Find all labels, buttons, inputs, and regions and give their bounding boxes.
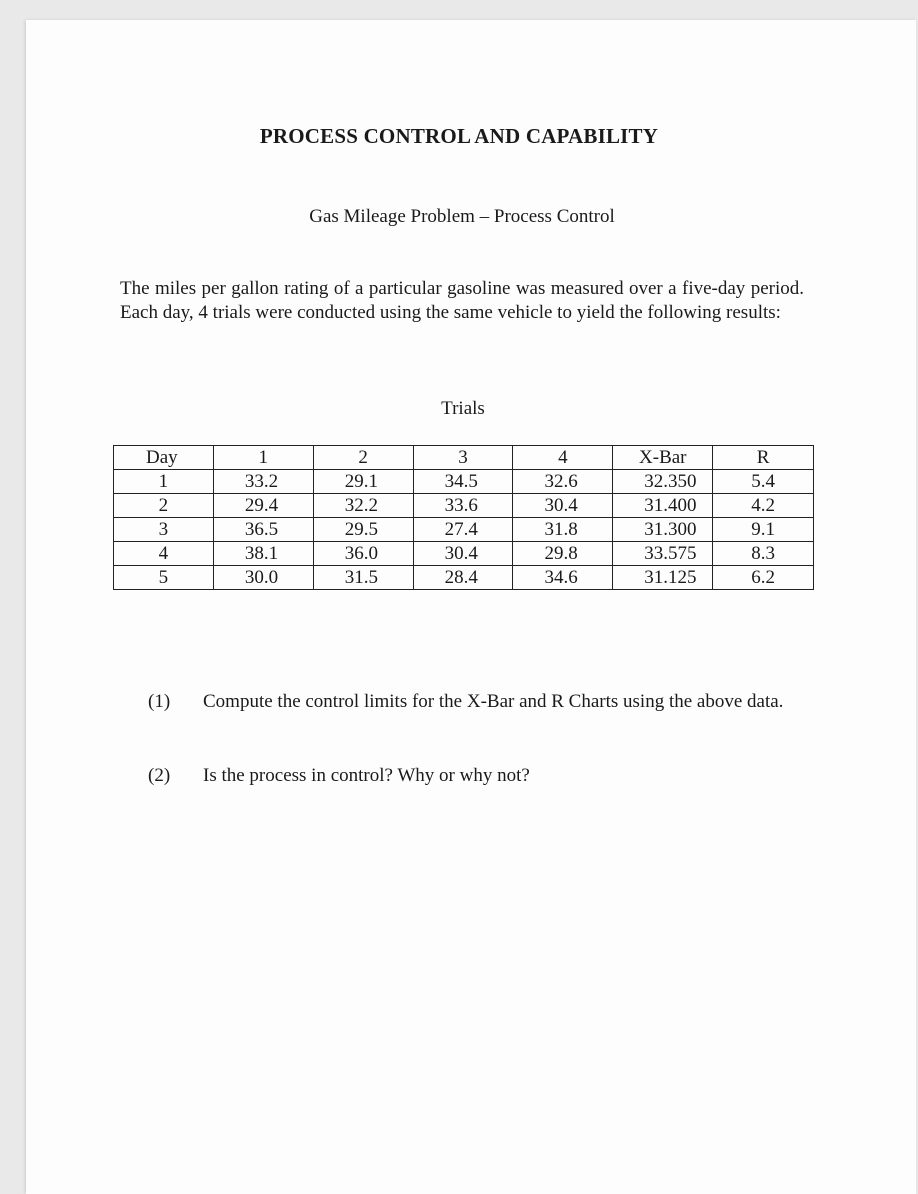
cell-xbar: 33.575 [613,542,713,566]
cell-trial-3: 28.4 [413,566,513,590]
document-page [26,20,916,1194]
cell-trial-3: 27.4 [413,518,513,542]
cell-range: 8.3 [713,542,814,566]
cell-range: 4.2 [713,494,814,518]
results-table [113,445,814,590]
cell-trial-1: 36.5 [213,518,313,542]
table-header-row [114,446,814,470]
header-range: R [713,446,814,470]
cell-day: 1 [114,470,214,494]
cell-trial-3: 33.6 [413,494,513,518]
cell-day: 2 [114,494,214,518]
cell-trial-4: 32.6 [513,470,613,494]
document-title: PROCESS CONTROL AND CAPABILITY [259,124,659,148]
document-subtitle: Gas Mileage Problem – Process Control [309,206,615,227]
question-number: (2) [148,765,171,786]
question-1 [0,690,918,740]
cell-xbar: 32.350 [613,470,713,494]
cell-trial-1: 30.0 [213,566,313,590]
cell-trial-1: 33.2 [213,470,313,494]
cell-range: 6.2 [713,566,814,590]
cell-trial-4: 31.8 [513,518,613,542]
trials-label: Trials [441,398,485,419]
cell-range: 9.1 [713,518,814,542]
table-row [114,566,814,590]
table-row [114,470,814,494]
question-text: Is the process in control? Why or why not? [203,765,530,786]
cell-trial-4: 29.8 [513,542,613,566]
cell-trial-4: 30.4 [513,494,613,518]
intro-paragraph: The miles per gallon rating of a particular gasoline was measured over a five-day period. Each day, 4 trials were conducted using the same vehicle to yield the following results: [120,278,804,323]
cell-xbar: 31.300 [613,518,713,542]
question-number: (1) [148,691,171,712]
cell-trial-2: 32.2 [313,494,413,518]
table-row [114,494,814,518]
header-trial-4: 4 [513,446,613,470]
header-trial-2: 2 [313,446,413,470]
cell-trial-1: 38.1 [213,542,313,566]
header-trial-3: 3 [413,446,513,470]
table-row [114,518,814,542]
cell-range: 5.4 [713,470,814,494]
question-2 [0,764,918,790]
cell-day: 5 [114,566,214,590]
cell-trial-3: 30.4 [413,542,513,566]
cell-trial-2: 36.0 [313,542,413,566]
cell-xbar: 31.400 [613,494,713,518]
cell-trial-2: 29.5 [313,518,413,542]
header-xbar: X-Bar [613,446,713,470]
header-day: Day [114,446,214,470]
cell-trial-2: 31.5 [313,566,413,590]
cell-trial-1: 29.4 [213,494,313,518]
cell-xbar: 31.125 [613,566,713,590]
table-row [114,542,814,566]
cell-day: 4 [114,542,214,566]
cell-trial-4: 34.6 [513,566,613,590]
cell-day: 3 [114,518,214,542]
cell-trial-2: 29.1 [313,470,413,494]
question-text: Compute the control limits for the X-Bar and R Charts using the above data. [203,691,784,712]
cell-trial-3: 34.5 [413,470,513,494]
header-trial-1: 1 [213,446,313,470]
